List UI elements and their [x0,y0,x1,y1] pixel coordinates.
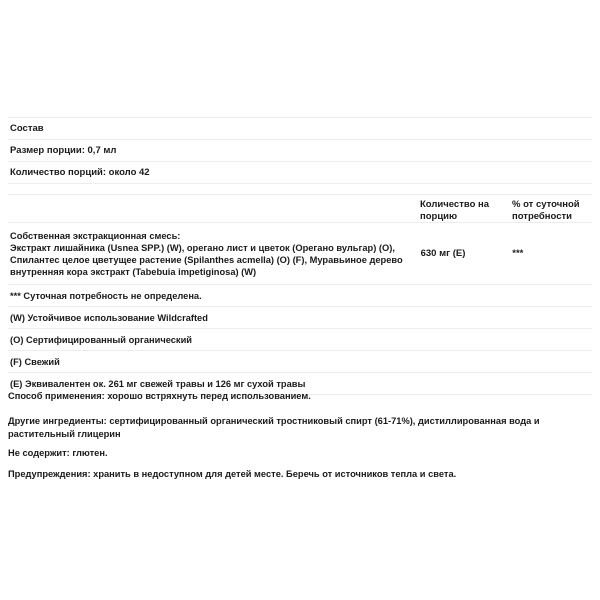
footnote: (E) Эквивалентен ок. 261 мг свежей травы и 126 мг сухой травы [8,373,592,395]
ingredient-line: Собственная экстракционная смесь: [10,230,181,241]
table-spacer [8,183,592,194]
other-ingredients-line: растительный глицерин [8,429,121,439]
daily-value-column-header: % от суточной потребности [512,199,580,222]
table-title: Состав [8,117,592,139]
ingredient-line: Экстракт лишайника (Usnea SPP.) (W), орегано лист и цветок (Орегано вульгар) (O), [10,242,395,253]
ingredient-line: Спилантес целое цветущее растение (Spilanthes acmella) (O) (F), Муравьиное дерево [10,254,403,265]
footnote: (F) Свежий [8,351,592,373]
other-ingredients-text [8,415,592,441]
servings-per-container: Количество порций: около 42 [8,161,592,183]
usage-text: Способ применения: хорошо встряхнуть перед использованием. [8,391,311,401]
footnote: (W) Устойчивое использование Wildcrafted [8,307,592,329]
footnote: *** Суточная потребность не определена. [8,285,592,307]
other-ingredients-line: Другие ингредиенты: сертифицированный органический тростниковый спирт (61-71%), дистиллированная вода и [8,416,540,426]
ingredient-line: внутренняя кора экстракт (Tabebuia impetiginosa) (W) [10,266,257,277]
ingredient-row [8,222,592,285]
free-of-text: Не содержит: глютен. [8,448,108,458]
supplement-facts-table [8,117,592,395]
ingredient-name [8,230,421,278]
table-header-row [8,194,592,222]
footnote: (O) Сертифицированный органический [8,329,592,351]
serving-size: Размер порции: 0,7 мл [8,139,592,161]
warnings-text: Предупреждения: хранить в недоступном для детей месте. Беречь от источников тепла и света. [8,469,457,479]
ingredient-daily-value: *** [512,248,524,259]
ingredient-amount: 630 мг (E) [420,248,466,259]
amount-column-header: Количество на порцию [420,199,490,222]
